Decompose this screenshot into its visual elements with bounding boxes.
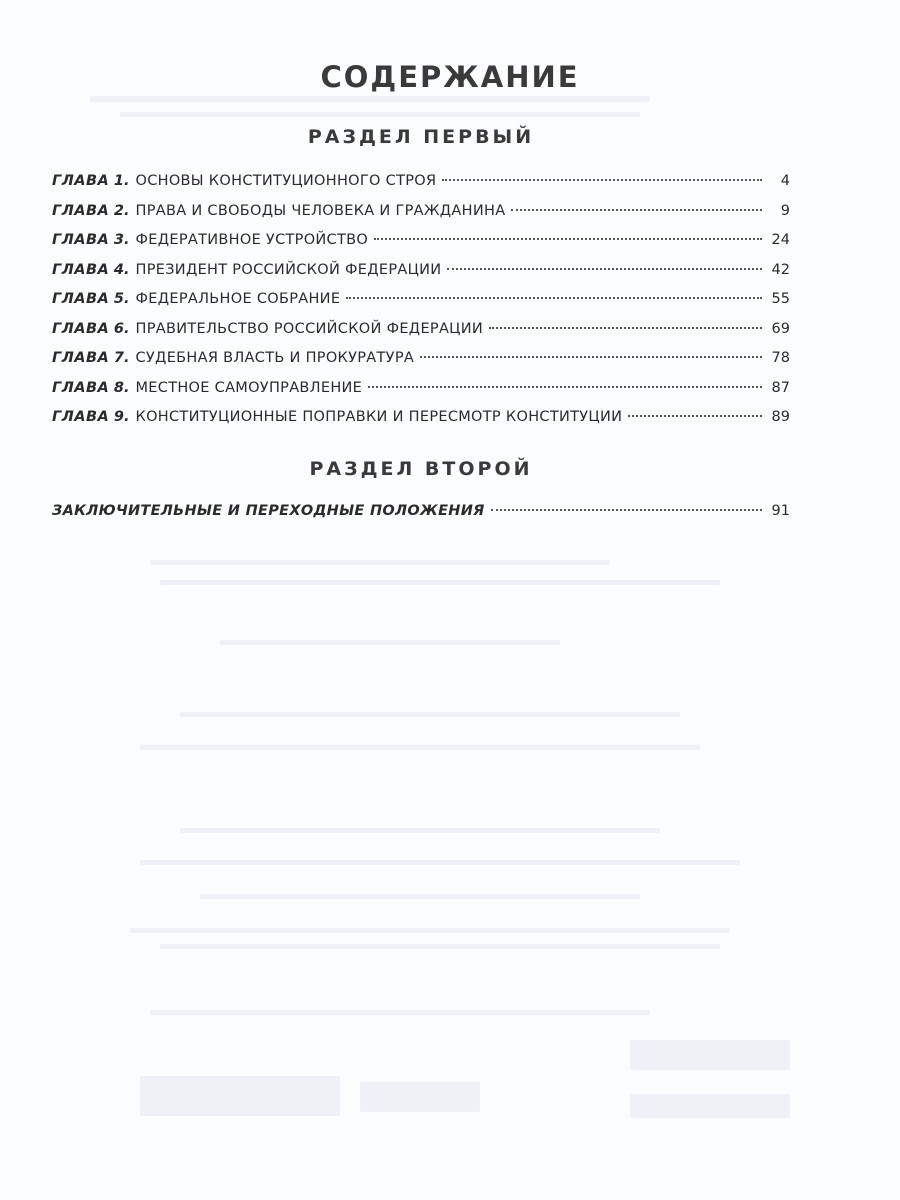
chapter-label: ГЛАВА: [52, 320, 110, 337]
toc-list: [52, 500, 790, 530]
page-number: 89: [771, 409, 790, 425]
page-number: 69: [771, 320, 790, 337]
dot-leader: [511, 209, 762, 211]
chapter-title: ФЕДЕРАЛЬНОЕ СОБРАНИЕ: [135, 291, 341, 307]
chapter-number: 4.: [113, 261, 130, 278]
chapter-title: ОСНОВЫ КОНСТИТУЦИОННОГО СТРОЯ: [135, 173, 437, 189]
show-through: [360, 1082, 480, 1112]
show-through: [180, 828, 660, 833]
toc-entry[interactable]: [52, 259, 790, 289]
dot-leader: [489, 327, 762, 329]
show-through: [140, 745, 700, 750]
chapter-title: ПРАВИТЕЛЬСТВО РОССИЙСКОЙ ФЕДЕРАЦИИ: [135, 320, 484, 337]
toc-entry[interactable]: [52, 406, 790, 436]
chapter-title: ФЕДЕРАТИВНОЕ УСТРОЙСТВО: [135, 232, 369, 248]
show-through: [130, 928, 730, 933]
chapter-label: ГЛАВА: [52, 232, 110, 248]
chapter-number: 5.: [113, 291, 130, 307]
show-through: [220, 640, 560, 645]
chapter-label: ГЛАВА: [52, 173, 110, 189]
chapter-label: ГЛАВА: [52, 409, 110, 425]
chapter-title: КОНСТИТУЦИОННЫЕ ПОПРАВКИ И ПЕРЕСМОТР КОНСТИТУЦИИ: [135, 409, 623, 425]
chapter-label: ГЛАВА: [52, 202, 110, 219]
section-heading: РАЗДЕЛ ПЕРВЫЙ: [307, 126, 535, 148]
show-through: [150, 560, 610, 565]
page-number: 4: [780, 173, 790, 189]
toc-entry[interactable]: [52, 288, 790, 318]
dot-leader: [628, 415, 762, 417]
show-through: [630, 1094, 790, 1118]
chapter-number: 1.: [113, 173, 130, 189]
chapter-number: 3.: [113, 232, 130, 248]
toc-list: [52, 170, 790, 436]
show-through: [180, 712, 680, 717]
page-number: 42: [771, 261, 790, 278]
dot-leader: [491, 509, 762, 511]
chapter-title: СУДЕБНАЯ ВЛАСТЬ И ПРОКУРАТУРА: [135, 350, 415, 366]
page-number: 24: [771, 232, 790, 248]
show-through: [150, 1010, 650, 1015]
page-title: СОДЕРЖАНИЕ: [320, 60, 580, 94]
show-through: [200, 894, 640, 899]
dot-leader: [447, 268, 762, 270]
dot-leader: [346, 297, 762, 299]
chapter-title: МЕСТНОЕ САМОУПРАВЛЕНИЕ: [135, 379, 363, 396]
chapter-number: 2.: [113, 202, 130, 219]
dot-leader: [442, 179, 762, 181]
section-heading: РАЗДЕЛ ВТОРОЙ: [309, 458, 533, 480]
chapter-label: ГЛАВА: [52, 261, 110, 278]
toc-entry[interactable]: [52, 377, 790, 407]
chapter-title: ПРЕЗИДЕНТ РОССИЙСКОЙ ФЕДЕРАЦИИ: [135, 261, 442, 278]
show-through: [140, 1076, 340, 1116]
chapter-number: 6.: [113, 320, 130, 337]
dot-leader: [368, 386, 762, 388]
page-number: 55: [771, 291, 790, 307]
show-through: [630, 1040, 790, 1070]
chapter-label: ГЛАВА: [52, 379, 110, 396]
show-through: [140, 860, 740, 865]
toc-entry[interactable]: [52, 200, 790, 230]
chapter-number: 9.: [113, 409, 130, 425]
dot-leader: [420, 356, 762, 358]
chapter-label: ГЛАВА: [52, 350, 110, 366]
chapter-label: ГЛАВА: [52, 291, 110, 307]
page-number: 91: [771, 503, 790, 519]
show-through: [120, 112, 640, 117]
chapter-number: 8.: [113, 379, 130, 396]
page-number: 9: [780, 202, 790, 219]
toc-entry[interactable]: [52, 170, 790, 200]
toc-entry[interactable]: [52, 318, 790, 348]
show-through: [90, 96, 650, 102]
toc-entry[interactable]: [52, 500, 790, 530]
section-entry-title: ЗАКЛЮЧИТЕЛЬНЫЕ И ПЕРЕХОДНЫЕ ПОЛОЖЕНИЯ: [52, 503, 485, 519]
dot-leader: [374, 238, 762, 240]
toc-entry[interactable]: [52, 229, 790, 259]
chapter-title: ПРАВА И СВОБОДЫ ЧЕЛОВЕКА И ГРАЖДАНИНА: [135, 202, 506, 219]
page-number: 78: [771, 350, 790, 366]
page-number: 87: [771, 379, 790, 396]
show-through: [160, 944, 720, 949]
toc-entry[interactable]: [52, 347, 790, 377]
show-through: [160, 580, 720, 585]
chapter-number: 7.: [113, 350, 130, 366]
